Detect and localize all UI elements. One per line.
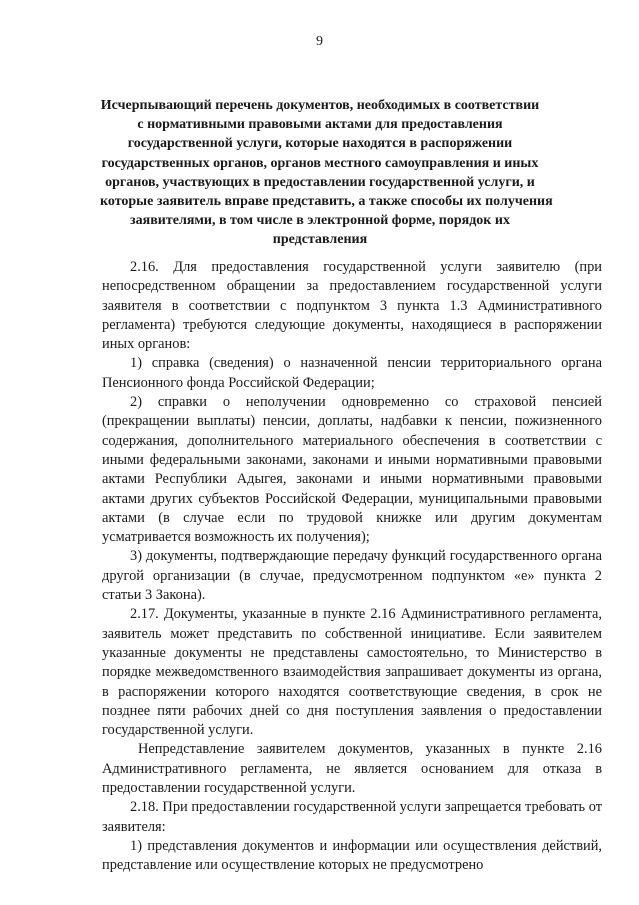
list-item-1: 1) справка (сведения) о назначенной пенсии территориального органа Пенсионного фонда Российской Федерации; [102,355,602,391]
list-item-2: 2) справки о неполучении одновременно со страховой пенсией (прекращении выплаты) пенсии, доплаты, надбавки к пенсии, пожизненного содержания, дополнительного материального обеспечения в соответствии с иными федеральными законами, законами и иными нормативными правовыми актами Республики Адыгея, законами и иными нормативными правовыми актами других субъектов Российской Федерации, муниципальными правовыми актами (в случае если по трудовой книжке или другим документам усматривается возможность их получения); [102,394,602,546]
paragraph-2-17: 2.17. Документы, указанные в пункте 2.16 Административного регламента, заявитель может представить по собственной инициативе. Если заявителем указанные документы не представлены самостоятельно, то Министерство в порядке межведомственного взаимодействия запрашивает документы из органа, в распоряжении которого находятся соответствующие сведения, в срок не позднее пяти рабочих дней со дня поступления заявления о предоставлении государственной услуги. [102,606,602,739]
paragraph-non-submission: Непредставление заявителем документов, указанных в пункте 2.16 Административного регламента, не является основанием для отказа в предоставлении государственной услуги. [102,741,602,797]
body-text [102,258,602,876]
heading-line: представления [272,232,368,248]
list-item-1-prohibited: 1) представления документов и информации или осуществления действий, представление или осуществление которых не предусмотрено [102,837,602,874]
heading-line: заявителями, в том числе в электронной форме, порядок их [130,213,510,229]
section-heading [100,96,553,250]
page-number: 9 [316,34,323,49]
heading-line: государственных органов, органов местного самоуправления и иных [101,155,539,171]
list-item-3: 3) документы, подтверждающие передачу функций государственного органа другой организации (в случае, предусмотренном подпунктом «е» пункта 2 статьи 3 Закона). [102,548,602,604]
heading-line: государственной услуги, которые находятся в распоряжении [127,136,513,152]
paragraph-2-16: 2.16. Для предоставления государственной услуги заявителю (при непосредственном обращении за предоставлением государственной услуги заявителя в соответствии с подпунктом 3 пункта 1.3 Административного регламента) требуются следующие документы, находящиеся в распоряжении иных органов: [102,259,602,353]
heading-line: Исчерпывающий перечень документов, необходимых в соответствии [100,98,540,113]
heading-line: с нормативными правовыми актами для предоставления [137,117,503,133]
heading-line: которые заявитель вправе представить, а также способы их получения [100,194,553,210]
heading-line: органов, участвующих в предоставлении государственной услуги, и [105,174,535,190]
paragraph-2-18: 2.18. При предоставлении государственной услуги запрещается требовать от заявителя: [102,799,602,835]
